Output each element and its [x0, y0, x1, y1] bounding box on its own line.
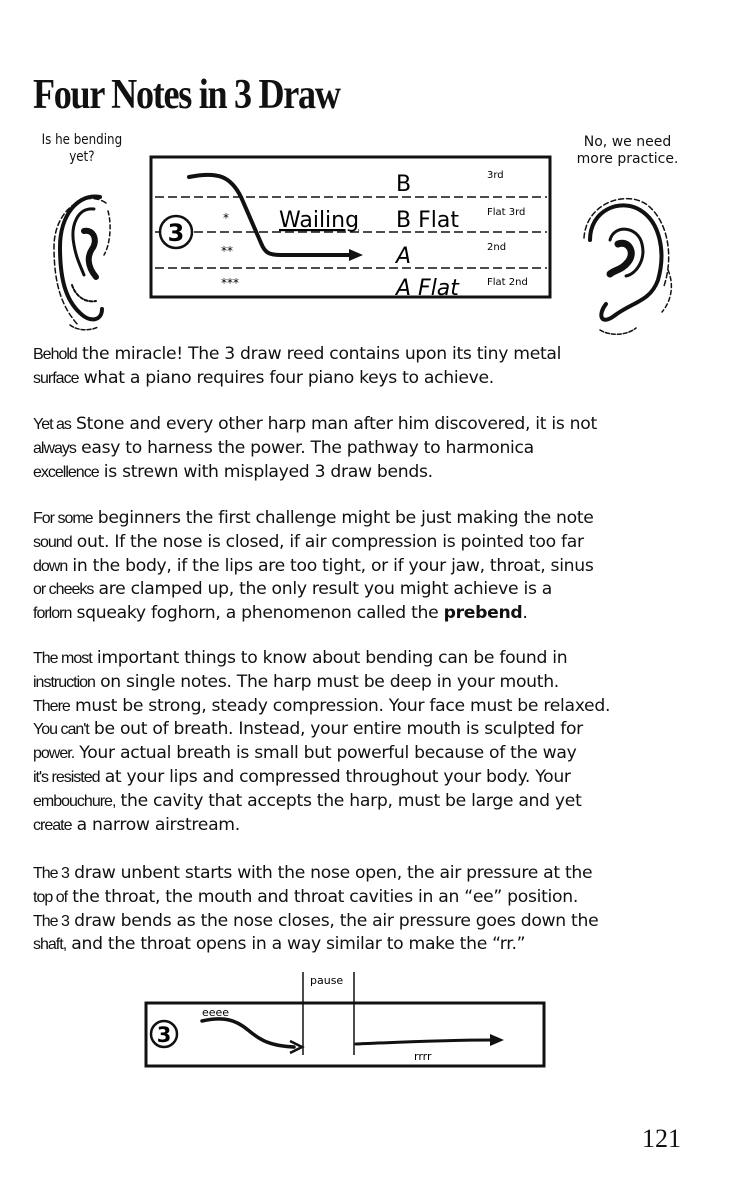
right-ear-icon [570, 190, 680, 340]
interval-label: 2nd [487, 242, 507, 253]
wailing-label: Wailing [279, 208, 360, 233]
hole-number: 3 [156, 1023, 172, 1047]
note-marker: *** [221, 276, 239, 290]
page-title: Four Notes in 3 Draw [33, 72, 340, 118]
term-prebend: prebend [443, 603, 523, 624]
note-marker: * [223, 211, 229, 225]
hole-number: 3 [167, 219, 185, 247]
note-marker: ** [221, 244, 233, 258]
start-sound-label: eeee [202, 1006, 230, 1019]
paragraph: The 3 draw unbent starts with the nose open, the air pressure at the top of the throat, the mouth and throat cavities in an “ee” position. The 3 draw bends as the nose closes, the air pressure goes down the shaft, and the throat opens in a way similar to make the “rr.” [33, 863, 599, 955]
pause-label: pause [310, 974, 344, 987]
paragraph: Yet as Stone and every other harp man after him discovered, it is not always easy to harness the power. The pathway to harmonica excellence is strewn with misplayed 3 draw bends. [33, 414, 597, 482]
bend-arrow [202, 1019, 294, 1047]
left-ear-icon [50, 185, 120, 335]
end-sound-label: rrrr [414, 1050, 432, 1063]
interval-label: Flat 3rd [487, 207, 526, 218]
note-name: B Flat [396, 208, 459, 233]
paragraph: Behold the miracle! The 3 draw reed contains upon its tiny metal surface what a piano requires four piano keys to achieve. [33, 344, 562, 388]
interval-label: Flat 2nd [487, 277, 528, 288]
paragraph: The most important things to know about bending can be found in instruction on single notes. The harp must be deep in your mouth. There must be strong, steady compression. Your face must be relaxed. You can't be out of breath. Instead, your entire mouth is sculpted for power. Your actual breath is small but powerful because of the way it's resisted at your lips and compressed throughout your body. Your embouchure, the cavity that accepts the harp, must be large and yet create a narrow airstream. [33, 648, 611, 835]
bend-diagram [149, 155, 554, 300]
note-name: B [396, 172, 412, 197]
sustain-arrow-head [490, 1034, 504, 1046]
right-ear-caption: No, we need more practice. [576, 134, 679, 167]
breath-diagram [144, 968, 548, 1070]
left-ear-caption: Is he bending yet? [41, 132, 123, 165]
interval-label: 3rd [487, 170, 504, 181]
bend-arrow-head [349, 249, 363, 261]
page-number: 121 [642, 1124, 681, 1153]
note-name: A [396, 244, 412, 269]
paragraph: For some beginners the first challenge might be just making the note sound out. If the nose is closed, if air compression is pointed too far down in the body, if the lips are too tight, or if your jaw, throat, sinus or cheeks are clamped up, the only result you might achieve is a forlorn squeaky foghorn, a phenomenon called the prebend. [33, 508, 594, 624]
sustain-arrow [356, 1040, 494, 1044]
note-name: A Flat [396, 276, 459, 300]
